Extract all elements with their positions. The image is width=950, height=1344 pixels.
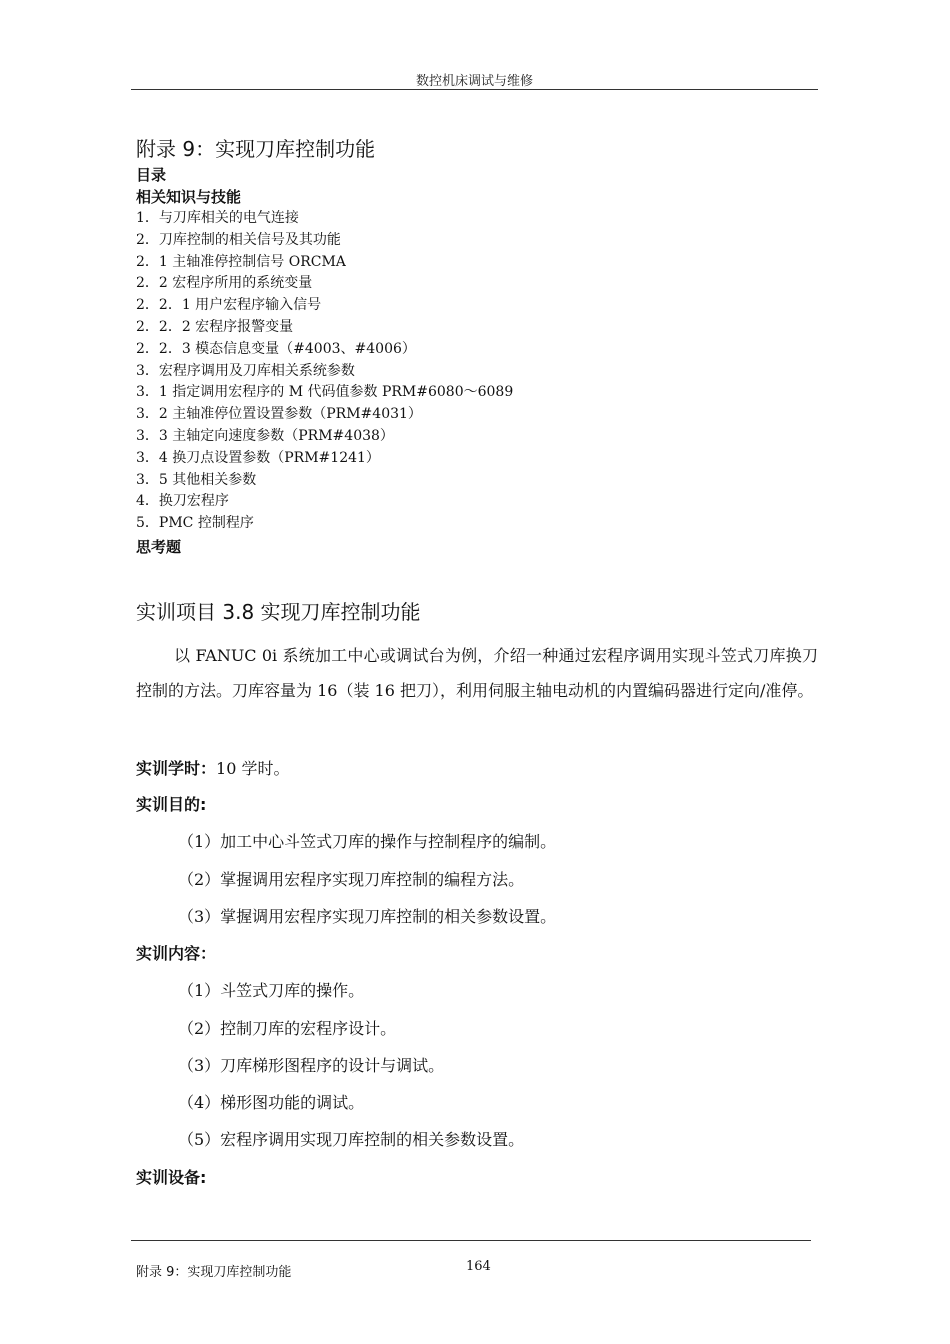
appendix-title: 附录 9：实现刀库控制功能 (136, 137, 376, 161)
content-label: 实训内容： (136, 944, 217, 963)
toc-list (136, 208, 513, 535)
toc-item: 3．5 其他相关参数 (136, 471, 257, 488)
toc-subheading: 相关知识与技能 (136, 188, 242, 206)
toc-item: 2．2．3 模态信息变量（#4003、#4006） (136, 340, 416, 357)
hours-label: 实训学时： (136, 759, 217, 778)
toc-item: 2．1 主轴准停控制信号 ORCMA (136, 253, 346, 270)
section-title: 实训项目 3.8 实现刀库控制功能 (136, 600, 421, 624)
toc-item: 2．2．1 用户宏程序输入信号 (136, 297, 322, 314)
toc-heading: 目录 (136, 166, 167, 184)
toc-item: 2．2 宏程序所用的系统变量 (136, 275, 313, 292)
toc-footer: 思考题 (136, 538, 182, 556)
page-number: 164 (466, 1259, 491, 1274)
toc-item: 2．刀库控制的相关信号及其功能 (136, 231, 341, 248)
running-footer: 附录 9：实现刀库控制功能 (136, 1265, 292, 1280)
equipment-label: 实训设备: (136, 1168, 207, 1187)
content-item: （2）控制刀库的宏程序设计。 (178, 1019, 397, 1038)
goal-item: （1）加工中心斗笠式刀库的操作与控制程序的编制。 (178, 832, 557, 851)
toc-item: 3．4 换刀点设置参数（PRM#1241） (136, 449, 380, 466)
goal-item: （3）掌握调用宏程序实现刀库控制的相关参数设置。 (178, 907, 557, 926)
toc-item: 2．2．2 宏程序报警变量 (136, 318, 294, 335)
goals-label: 实训目的: (136, 795, 207, 814)
content-item: （4）梯形图功能的调试。 (178, 1093, 365, 1112)
toc-item: 3．3 主轴定向速度参数（PRM#4038） (136, 427, 394, 444)
header-rule (131, 89, 818, 90)
toc-item: 3．1 指定调用宏程序的 M 代码值参数 PRM#6080～6089 (136, 384, 514, 401)
goal-item: （2）掌握调用宏程序实现刀库控制的编程方法。 (178, 870, 525, 889)
toc-item: 3．2 主轴准停位置设置参数（PRM#4031） (136, 406, 422, 423)
toc-item: 4．换刀宏程序 (136, 493, 229, 510)
content-item: （1）斗笠式刀库的操作。 (178, 981, 365, 1000)
content-item: （3）刀库梯形图程序的设计与调试。 (178, 1056, 445, 1075)
hours-line (136, 756, 289, 779)
toc-item: 1．与刀库相关的电气连接 (136, 210, 299, 226)
content-item: （5）宏程序调用实现刀库控制的相关参数设置。 (178, 1130, 525, 1149)
footer-rule (131, 1240, 811, 1241)
toc-item: 3．宏程序调用及刀库相关系统参数 (136, 362, 355, 379)
intro-paragraph: 以 FANUC 0i 系统加工中心或调试台为例，介绍一种通过宏程序调用实现斗笠式刀库换刀控制的方法。刀库容量为 16（装 16 把刀），利用伺服主轴电动机的内置编码器进行定向/准停。 (136, 646, 818, 700)
hours-value: 10 学时。 (216, 759, 290, 778)
running-header: 数控机床调试与维修 (415, 74, 533, 89)
toc-item: 5．PMC 控制程序 (136, 515, 254, 532)
